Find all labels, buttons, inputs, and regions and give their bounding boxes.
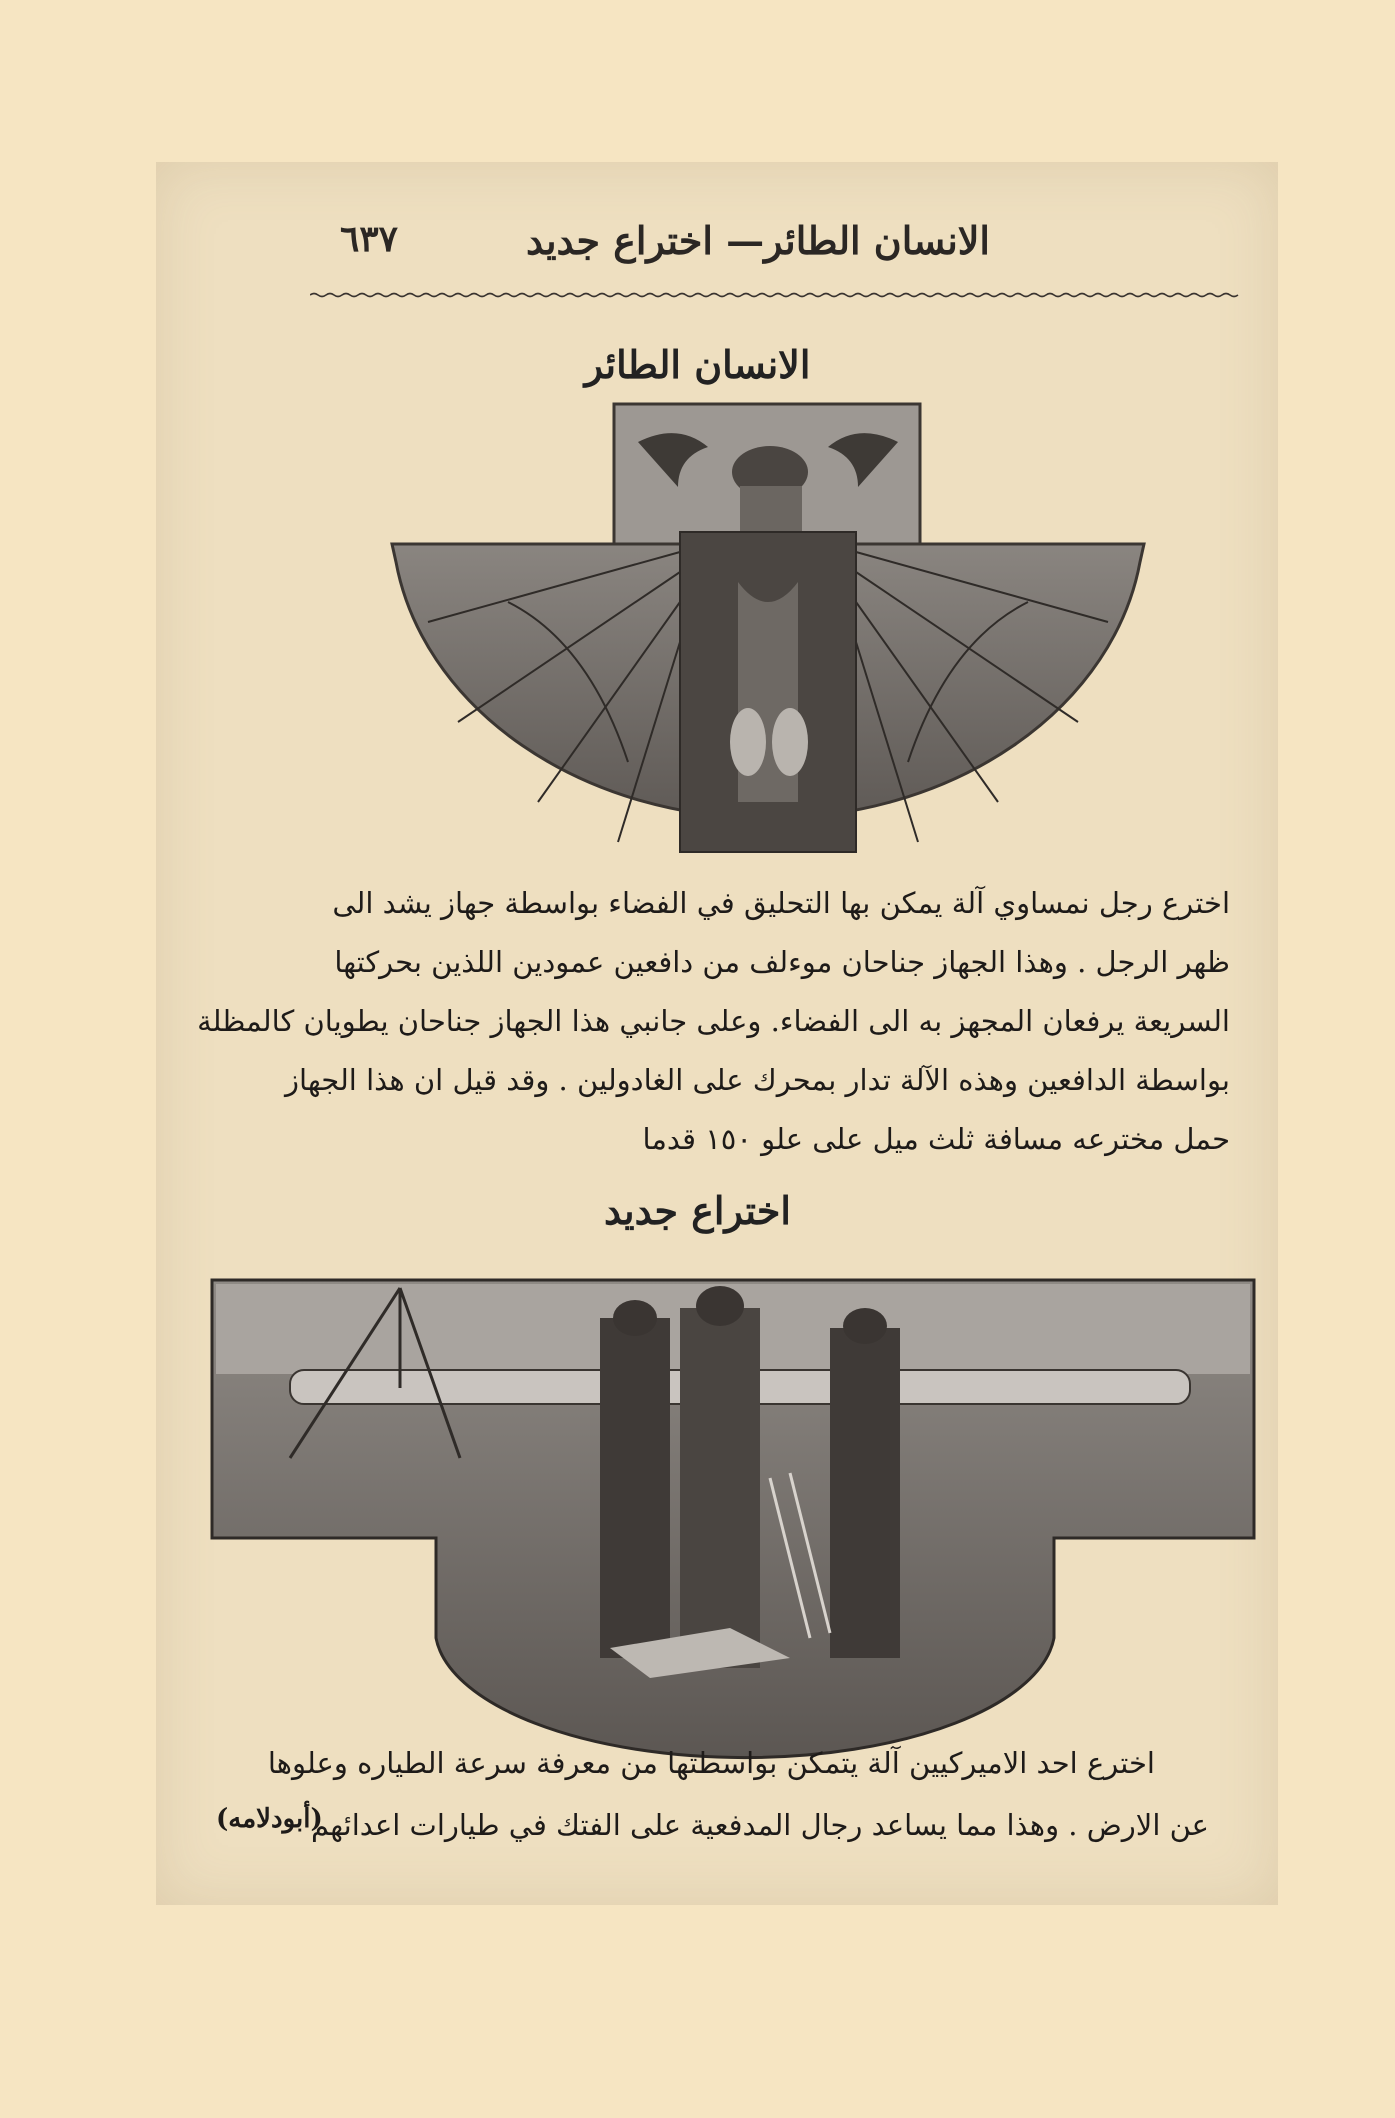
page-number: ٦٣٧	[340, 218, 399, 260]
article-1-line: حمل مخترعه مسافة ثلث ميل على علو ١٥٠ قدما	[642, 1122, 1230, 1156]
flying-man-photo	[388, 402, 1148, 862]
article-1-line: بواسطة الدافعين وهذه الآلة تدار بمحرك على الغادولين . وقد قيل ان هذا الجهاز	[285, 1063, 1230, 1097]
article-1-title: الانسان الطائر	[584, 342, 811, 387]
article-1-line: السريعة يرفعان المجهز به الى الفضاء. وعلى جانبي هذا الجهاز جناحان يطويان كالمظلة	[197, 1004, 1230, 1038]
page-header	[310, 218, 1240, 278]
article-1-line: ظهر الرجل . وهذا الجهاز جناحان موءلف من دافعين عمودين اللذين بحركتها	[334, 945, 1230, 979]
speed-measuring-device-photo	[210, 1278, 1256, 1768]
article-1-line: اخترع رجل نمساوي آلة يمكن بها التحليق في الفضاء بواسطة جهاز يشد الى	[332, 886, 1230, 920]
running-title: الانسان الطائر— اختراع جديد	[526, 218, 990, 263]
article-1-body	[197, 874, 1230, 1169]
article-2-line: عن الارض . وهذا مما يساعد رجال المدفعية على الفتك في طيارات اعدائهم	[310, 1808, 1209, 1842]
article-2-title: اختراع جديد	[604, 1188, 791, 1233]
header-wavy-rule	[310, 292, 1240, 298]
author-signature: (أبودلامه)	[216, 1804, 323, 1834]
article-2-line: اخترع احد الاميركيين آلة يتمكن بواسطتها من معرفة سرعة الطياره وعلوها	[267, 1746, 1155, 1780]
